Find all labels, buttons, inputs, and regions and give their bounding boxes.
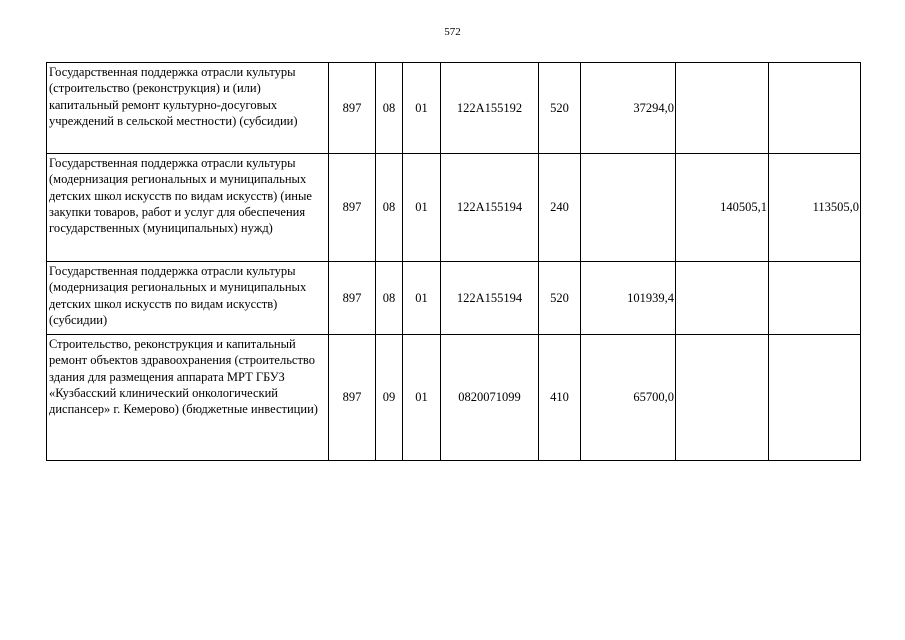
amount-cell-3: [769, 63, 861, 154]
amount-cell-3: [769, 262, 861, 335]
section-code-cell: 08: [376, 262, 403, 335]
amount-cell-2: [676, 335, 769, 461]
row-name-cell: Государственная поддержка отрасли культуры (модернизация региональных и муниципальных детских школ искусств по видам искусств) (иные закупки товаров, работ и услуг для обеспечения государственных (муниципальных) нужд): [47, 154, 329, 262]
ministry-code-cell: 897: [329, 154, 376, 262]
expense-type-cell: 520: [539, 262, 581, 335]
budget-table: [46, 62, 861, 461]
row-name-cell: Государственная поддержка отрасли культуры (строительство (реконструкция) и (или) капитальный ремонт культурно-досуговых учреждений в сельской местности) (субсидии): [47, 63, 329, 154]
table-row: [47, 154, 861, 262]
ministry-code-cell: 897: [329, 262, 376, 335]
row-name-cell: Строительство, реконструкция и капитальный ремонт объектов здравоохранения (строительство здания для размещения аппарата МРТ ГБУЗ «Кузбасский клинический онкологический диспансер» г. Кемерово) (бюджетные инвестиции): [47, 335, 329, 461]
amount-cell-2: [676, 262, 769, 335]
table-row: [47, 262, 861, 335]
target-article-cell: 122А155194: [441, 154, 539, 262]
section-code-cell: 08: [376, 154, 403, 262]
subsection-code-cell: 01: [403, 154, 441, 262]
subsection-code-cell: 01: [403, 262, 441, 335]
expense-type-cell: 410: [539, 335, 581, 461]
amount-cell-2: [676, 63, 769, 154]
amount-cell-1: [581, 154, 676, 262]
amount-cell-2: 140505,1: [676, 154, 769, 262]
table-row: [47, 335, 861, 461]
target-article-cell: 122А155194: [441, 262, 539, 335]
table-row: [47, 63, 861, 154]
amount-cell-1: 65700,0: [581, 335, 676, 461]
section-code-cell: 08: [376, 63, 403, 154]
target-article-cell: 0820071099: [441, 335, 539, 461]
amount-cell-3: [769, 335, 861, 461]
subsection-code-cell: 01: [403, 335, 441, 461]
expense-type-cell: 240: [539, 154, 581, 262]
ministry-code-cell: 897: [329, 63, 376, 154]
expense-type-cell: 520: [539, 63, 581, 154]
amount-cell-1: 101939,4: [581, 262, 676, 335]
row-name-cell: Государственная поддержка отрасли культуры (модернизация региональных и муниципальных детских школ искусств по видам искусств) (субсидии): [47, 262, 329, 335]
amount-cell-1: 37294,0: [581, 63, 676, 154]
target-article-cell: 122А155192: [441, 63, 539, 154]
amount-cell-3: 113505,0: [769, 154, 861, 262]
subsection-code-cell: 01: [403, 63, 441, 154]
ministry-code-cell: 897: [329, 335, 376, 461]
page-number: 572: [444, 26, 461, 38]
section-code-cell: 09: [376, 335, 403, 461]
